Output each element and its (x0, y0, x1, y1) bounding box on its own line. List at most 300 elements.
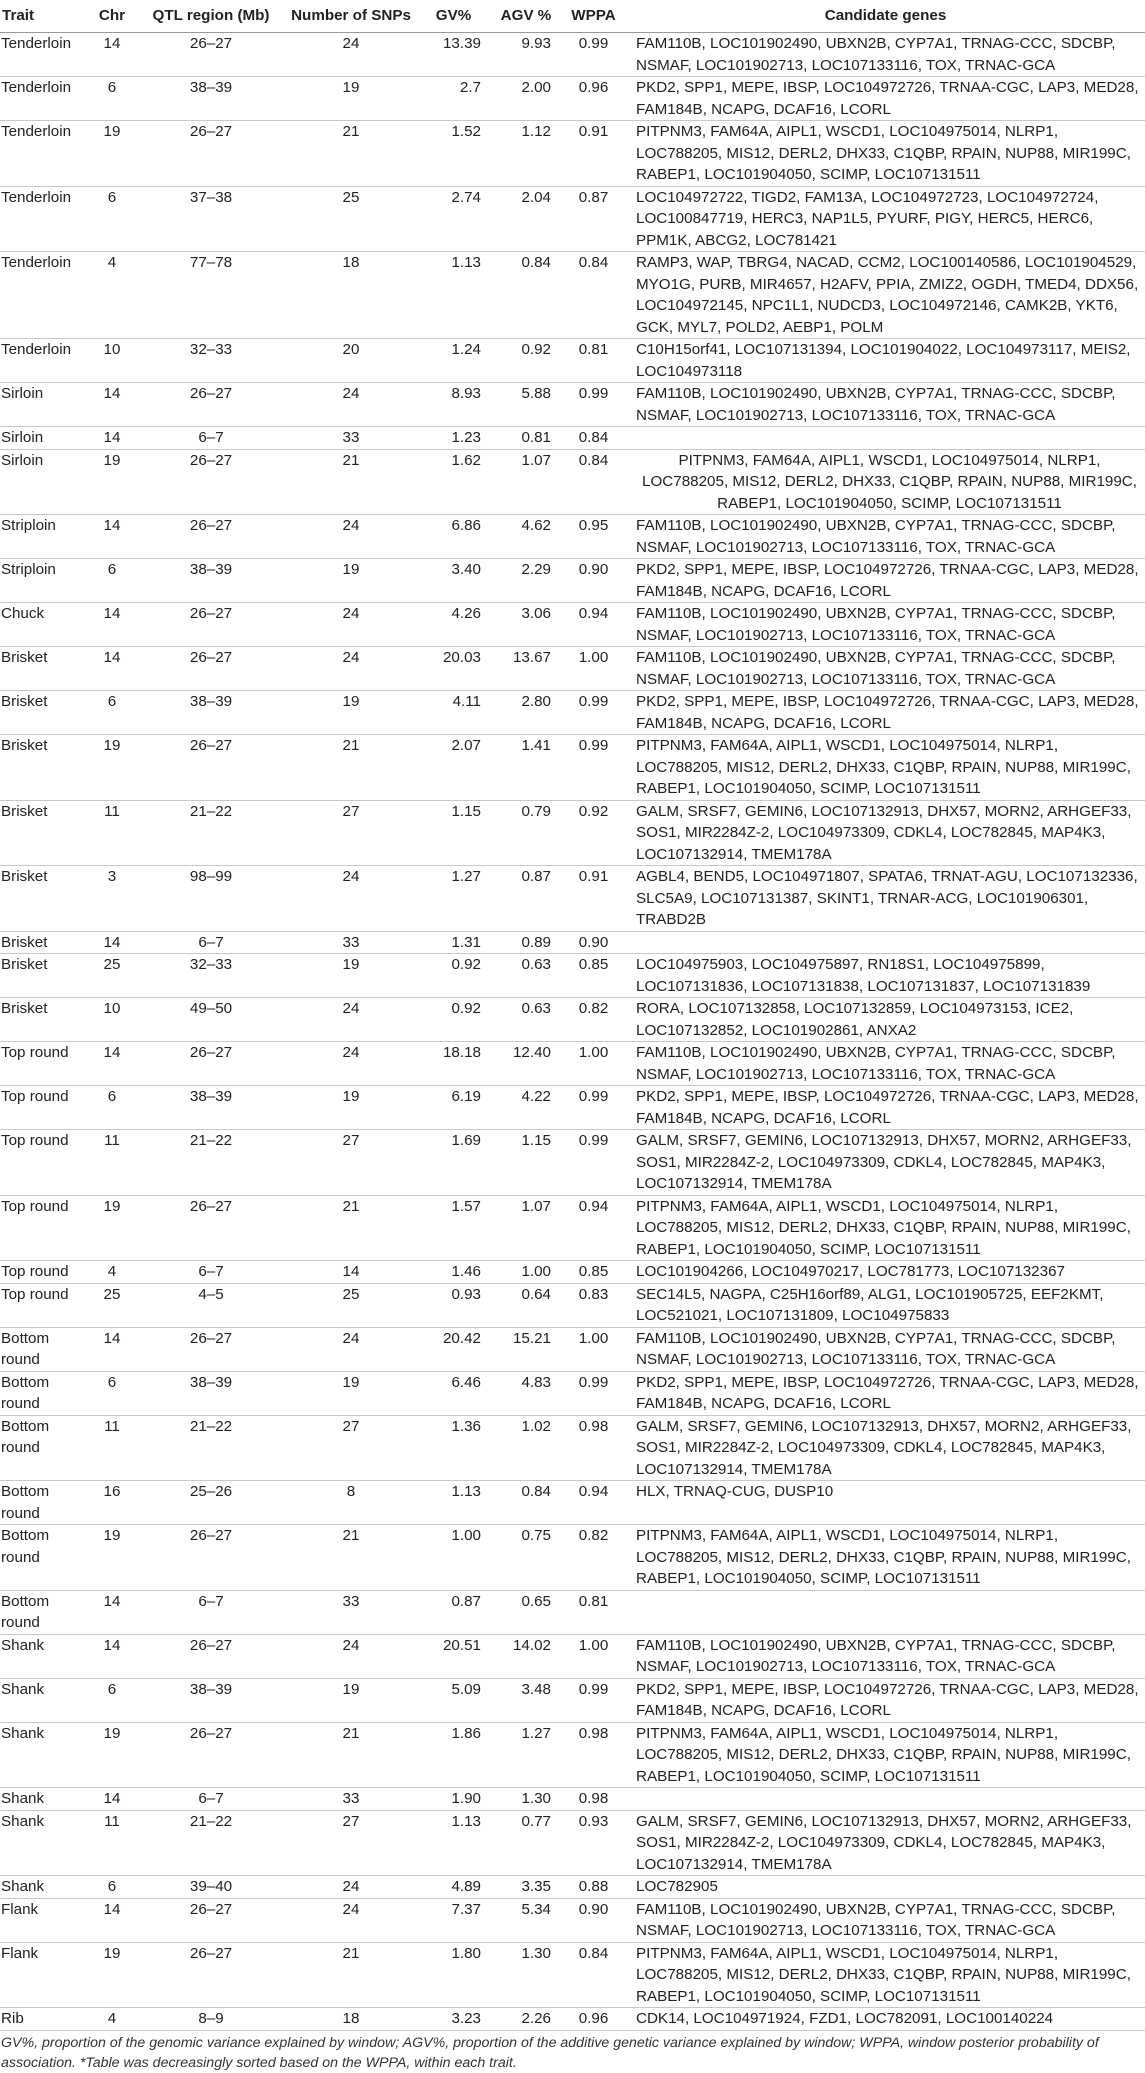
cell-wppa: 0.99 (561, 33, 626, 77)
cell-gv: 1.62 (416, 449, 491, 515)
cell-gv: 4.26 (416, 603, 491, 647)
table-row (0, 252, 1145, 339)
cell-chr: 14 (88, 33, 136, 77)
cell-number-of-snps: 24 (286, 1898, 416, 1942)
cell-wppa: 0.99 (561, 1086, 626, 1130)
table-row (0, 186, 1145, 252)
cell-chr: 11 (88, 1130, 136, 1196)
cell-trait: Top round (0, 1195, 88, 1261)
table-row (0, 427, 1145, 450)
cell-qtl-region: 38–39 (136, 1086, 286, 1130)
cell-number-of-snps: 33 (286, 931, 416, 954)
cell-candidate-genes: PKD2, SPP1, MEPE, IBSP, LOC104972726, TRNAA-CGC, LAP3, MED28, FAM184B, NCAPG, DCAF16, LCORL (626, 691, 1145, 735)
cell-qtl-region: 49–50 (136, 998, 286, 1042)
cell-trait: Bottom round (0, 1415, 88, 1481)
cell-number-of-snps: 19 (286, 954, 416, 998)
cell-wppa: 0.99 (561, 735, 626, 801)
cell-candidate-genes: FAM110B, LOC101902490, UBXN2B, CYP7A1, TRNAG-CCC, SDCBP, NSMAF, LOC101902713, LOC107133116, TOX, TRNAC-GCA (626, 603, 1145, 647)
cell-agv: 5.34 (491, 1898, 561, 1942)
cell-qtl-region: 26–27 (136, 1898, 286, 1942)
cell-wppa: 0.88 (561, 1876, 626, 1899)
cell-candidate-genes: PITPNM3, FAM64A, AIPL1, WSCD1, LOC104975014, NLRP1, LOC788205, MIS12, DERL2, DHX33, C1QBP, RPAIN, NUP88, MIR199C, RABEP1, LOC101904050, SCIMP, LOC107131511 (626, 1722, 1145, 1788)
cell-agv: 4.62 (491, 515, 561, 559)
cell-gv: 3.40 (416, 559, 491, 603)
cell-wppa: 0.98 (561, 1788, 626, 1811)
cell-chr: 11 (88, 1415, 136, 1481)
table-row (0, 1590, 1145, 1634)
cell-gv: 1.80 (416, 1942, 491, 2008)
cell-chr: 3 (88, 866, 136, 932)
cell-agv: 0.63 (491, 954, 561, 998)
table-row (0, 866, 1145, 932)
cell-trait: Sirloin (0, 449, 88, 515)
cell-trait: Brisket (0, 866, 88, 932)
cell-chr: 19 (88, 735, 136, 801)
cell-gv: 1.36 (416, 1415, 491, 1481)
cell-gv: 1.13 (416, 1810, 491, 1876)
cell-number-of-snps: 24 (286, 515, 416, 559)
table-row (0, 2008, 1145, 2031)
cell-chr: 6 (88, 186, 136, 252)
table-row (0, 1195, 1145, 1261)
cell-number-of-snps: 24 (286, 998, 416, 1042)
header-wppa: WPPA (561, 0, 626, 33)
cell-agv: 15.21 (491, 1327, 561, 1371)
header-number-of-snps: Number of SNPs (286, 0, 416, 33)
cell-number-of-snps: 21 (286, 449, 416, 515)
cell-wppa: 1.00 (561, 647, 626, 691)
cell-trait: Tenderloin (0, 33, 88, 77)
cell-candidate-genes: PITPNM3, FAM64A, AIPL1, WSCD1, LOC104975014, NLRP1, LOC788205, MIS12, DERL2, DHX33, C1QBP, RPAIN, NUP88, MIR199C, RABEP1, LOC101904050, SCIMP, LOC107131511 (626, 1942, 1145, 2008)
cell-candidate-genes: GALM, SRSF7, GEMIN6, LOC107132913, DHX57, MORN2, ARHGEF33, SOS1, MIR2284Z-2, LOC104973309, CDKL4, LOC782845, MAP4K3, LOC107132914, TMEM178A (626, 1415, 1145, 1481)
cell-agv: 1.07 (491, 449, 561, 515)
table-row (0, 1042, 1145, 1086)
cell-chr: 14 (88, 603, 136, 647)
cell-gv: 0.87 (416, 1590, 491, 1634)
cell-gv: 6.86 (416, 515, 491, 559)
cell-gv: 20.03 (416, 647, 491, 691)
cell-chr: 19 (88, 1525, 136, 1591)
table-row (0, 1415, 1145, 1481)
cell-qtl-region: 21–22 (136, 1130, 286, 1196)
cell-chr: 19 (88, 121, 136, 187)
header-agv: AGV % (491, 0, 561, 33)
cell-wppa: 0.91 (561, 866, 626, 932)
cell-gv: 6.46 (416, 1371, 491, 1415)
cell-trait: Brisket (0, 691, 88, 735)
cell-gv: 13.39 (416, 33, 491, 77)
cell-candidate-genes (626, 1590, 1145, 1634)
table-row (0, 1525, 1145, 1591)
cell-chr: 14 (88, 1327, 136, 1371)
cell-candidate-genes: C10H15orf41, LOC107131394, LOC101904022, LOC104973117, MEIS2, LOC104973118 (626, 339, 1145, 383)
cell-agv: 13.67 (491, 647, 561, 691)
cell-wppa: 0.99 (561, 1130, 626, 1196)
cell-trait: Rib (0, 2008, 88, 2031)
cell-wppa: 0.84 (561, 427, 626, 450)
cell-chr: 6 (88, 691, 136, 735)
table-row (0, 603, 1145, 647)
cell-wppa: 0.85 (561, 1261, 626, 1284)
cell-gv: 1.13 (416, 252, 491, 339)
cell-chr: 10 (88, 998, 136, 1042)
cell-trait: Striploin (0, 559, 88, 603)
table-row (0, 647, 1145, 691)
cell-gv: 2.7 (416, 77, 491, 121)
cell-agv: 2.80 (491, 691, 561, 735)
cell-gv: 0.92 (416, 998, 491, 1042)
cell-gv: 20.51 (416, 1634, 491, 1678)
cell-number-of-snps: 27 (286, 800, 416, 866)
cell-agv: 0.75 (491, 1525, 561, 1591)
cell-agv: 0.87 (491, 866, 561, 932)
cell-agv: 2.29 (491, 559, 561, 603)
cell-qtl-region: 26–27 (136, 735, 286, 801)
cell-number-of-snps: 25 (286, 186, 416, 252)
cell-number-of-snps: 21 (286, 121, 416, 187)
cell-trait: Top round (0, 1261, 88, 1284)
cell-wppa: 0.94 (561, 1195, 626, 1261)
cell-number-of-snps: 24 (286, 603, 416, 647)
cell-candidate-genes: FAM110B, LOC101902490, UBXN2B, CYP7A1, TRNAG-CCC, SDCBP, NSMAF, LOC101902713, LOC107133116, TOX, TRNAC-GCA (626, 1898, 1145, 1942)
cell-wppa: 0.99 (561, 1678, 626, 1722)
cell-number-of-snps: 33 (286, 1788, 416, 1811)
cell-wppa: 0.83 (561, 1283, 626, 1327)
cell-qtl-region: 6–7 (136, 427, 286, 450)
cell-trait: Sirloin (0, 427, 88, 450)
table-row (0, 77, 1145, 121)
cell-wppa: 0.95 (561, 515, 626, 559)
cell-number-of-snps: 33 (286, 427, 416, 450)
cell-gv: 1.31 (416, 931, 491, 954)
table-row (0, 1086, 1145, 1130)
cell-gv: 1.24 (416, 339, 491, 383)
cell-wppa: 0.92 (561, 800, 626, 866)
cell-trait: Brisket (0, 800, 88, 866)
cell-trait: Shank (0, 1876, 88, 1899)
cell-trait: Top round (0, 1130, 88, 1196)
cell-number-of-snps: 27 (286, 1810, 416, 1876)
cell-trait: Bottom round (0, 1327, 88, 1371)
cell-trait: Bottom round (0, 1371, 88, 1415)
table-row (0, 998, 1145, 1042)
table-row (0, 1130, 1145, 1196)
cell-trait: Shank (0, 1634, 88, 1678)
table-row (0, 1261, 1145, 1284)
cell-qtl-region: 26–27 (136, 1327, 286, 1371)
cell-candidate-genes: SEC14L5, NAGPA, C25H16orf89, ALG1, LOC101905725, EEF2KMT, LOC521021, LOC107131809, LOC104975833 (626, 1283, 1145, 1327)
cell-wppa: 0.99 (561, 383, 626, 427)
cell-agv: 1.12 (491, 121, 561, 187)
cell-candidate-genes (626, 931, 1145, 954)
cell-wppa: 0.81 (561, 339, 626, 383)
cell-trait: Flank (0, 1942, 88, 2008)
cell-chr: 14 (88, 1788, 136, 1811)
cell-agv: 3.35 (491, 1876, 561, 1899)
cell-candidate-genes: PKD2, SPP1, MEPE, IBSP, LOC104972726, TRNAA-CGC, LAP3, MED28, FAM184B, NCAPG, DCAF16, LCORL (626, 1086, 1145, 1130)
cell-agv: 0.77 (491, 1810, 561, 1876)
cell-gv: 5.09 (416, 1678, 491, 1722)
cell-wppa: 0.96 (561, 2008, 626, 2031)
table-row (0, 559, 1145, 603)
cell-wppa: 0.98 (561, 1722, 626, 1788)
cell-number-of-snps: 19 (286, 559, 416, 603)
cell-trait: Shank (0, 1678, 88, 1722)
table-row (0, 1722, 1145, 1788)
cell-trait: Tenderloin (0, 121, 88, 187)
cell-chr: 19 (88, 1195, 136, 1261)
header-gv: GV% (416, 0, 491, 33)
cell-qtl-region: 77–78 (136, 252, 286, 339)
cell-qtl-region: 21–22 (136, 800, 286, 866)
cell-gv: 1.90 (416, 1788, 491, 1811)
cell-wppa: 0.90 (561, 559, 626, 603)
cell-qtl-region: 26–27 (136, 1942, 286, 2008)
cell-wppa: 0.98 (561, 1415, 626, 1481)
cell-agv: 0.64 (491, 1283, 561, 1327)
cell-chr: 14 (88, 515, 136, 559)
cell-gv: 1.52 (416, 121, 491, 187)
table-row (0, 383, 1145, 427)
cell-candidate-genes: PKD2, SPP1, MEPE, IBSP, LOC104972726, TRNAA-CGC, LAP3, MED28, FAM184B, NCAPG, DCAF16, LCORL (626, 1678, 1145, 1722)
cell-chr: 19 (88, 1722, 136, 1788)
cell-agv: 1.41 (491, 735, 561, 801)
cell-number-of-snps: 33 (286, 1590, 416, 1634)
cell-gv: 1.86 (416, 1722, 491, 1788)
cell-chr: 6 (88, 559, 136, 603)
cell-candidate-genes: GALM, SRSF7, GEMIN6, LOC107132913, DHX57, MORN2, ARHGEF33, SOS1, MIR2284Z-2, LOC104973309, CDKL4, LOC782845, MAP4K3, LOC107132914, TMEM178A (626, 800, 1145, 866)
cell-gv: 1.23 (416, 427, 491, 450)
cell-agv: 1.15 (491, 1130, 561, 1196)
cell-chr: 14 (88, 647, 136, 691)
cell-qtl-region: 6–7 (136, 1590, 286, 1634)
cell-trait: Chuck (0, 603, 88, 647)
header-trait: Trait (0, 0, 88, 33)
cell-qtl-region: 38–39 (136, 1678, 286, 1722)
cell-agv: 0.84 (491, 1481, 561, 1525)
cell-chr: 4 (88, 2008, 136, 2031)
cell-chr: 25 (88, 1283, 136, 1327)
cell-qtl-region: 26–27 (136, 647, 286, 691)
cell-trait: Brisket (0, 647, 88, 691)
cell-gv: 2.74 (416, 186, 491, 252)
cell-candidate-genes: FAM110B, LOC101902490, UBXN2B, CYP7A1, TRNAG-CCC, SDCBP, NSMAF, LOC101902713, LOC107133116, TOX, TRNAC-GCA (626, 647, 1145, 691)
cell-chr: 14 (88, 1634, 136, 1678)
cell-trait: Sirloin (0, 383, 88, 427)
cell-gv: 8.93 (416, 383, 491, 427)
cell-trait: Top round (0, 1283, 88, 1327)
cell-number-of-snps: 24 (286, 1042, 416, 1086)
table-row (0, 931, 1145, 954)
cell-trait: Striploin (0, 515, 88, 559)
cell-number-of-snps: 21 (286, 1525, 416, 1591)
cell-number-of-snps: 24 (286, 33, 416, 77)
cell-chr: 14 (88, 1898, 136, 1942)
cell-wppa: 0.84 (561, 449, 626, 515)
cell-number-of-snps: 24 (286, 1634, 416, 1678)
cell-gv: 0.92 (416, 954, 491, 998)
table-row (0, 1371, 1145, 1415)
cell-trait: Tenderloin (0, 339, 88, 383)
cell-number-of-snps: 21 (286, 1722, 416, 1788)
cell-candidate-genes: RORA, LOC107132858, LOC107132859, LOC104973153, ICE2, LOC107132852, LOC101902861, ANXA2 (626, 998, 1145, 1042)
cell-candidate-genes: FAM110B, LOC101902490, UBXN2B, CYP7A1, TRNAG-CCC, SDCBP, NSMAF, LOC101902713, LOC107133116, TOX, TRNAC-GCA (626, 383, 1145, 427)
cell-agv: 0.84 (491, 252, 561, 339)
cell-qtl-region: 39–40 (136, 1876, 286, 1899)
table-row (0, 339, 1145, 383)
cell-number-of-snps: 27 (286, 1415, 416, 1481)
cell-candidate-genes (626, 1788, 1145, 1811)
cell-agv: 12.40 (491, 1042, 561, 1086)
table-row (0, 1327, 1145, 1371)
cell-qtl-region: 38–39 (136, 559, 286, 603)
cell-agv: 1.30 (491, 1942, 561, 2008)
cell-agv: 0.65 (491, 1590, 561, 1634)
cell-agv: 0.79 (491, 800, 561, 866)
cell-wppa: 0.99 (561, 691, 626, 735)
table-row (0, 1283, 1145, 1327)
cell-qtl-region: 26–27 (136, 383, 286, 427)
cell-qtl-region: 32–33 (136, 954, 286, 998)
cell-number-of-snps: 19 (286, 1678, 416, 1722)
cell-wppa: 0.87 (561, 186, 626, 252)
cell-chr: 6 (88, 1876, 136, 1899)
cell-agv: 2.00 (491, 77, 561, 121)
cell-qtl-region: 25–26 (136, 1481, 286, 1525)
cell-candidate-genes: HLX, TRNAQ-CUG, DUSP10 (626, 1481, 1145, 1525)
cell-qtl-region: 6–7 (136, 1261, 286, 1284)
cell-candidate-genes: PITPNM3, FAM64A, AIPL1, WSCD1, LOC104975014, NLRP1, LOC788205, MIS12, DERL2, DHX33, C1QBP, RPAIN, NUP88, MIR199C, RABEP1, LOC101904050, SCIMP, LOC107131511 (626, 449, 1145, 515)
cell-candidate-genes: PITPNM3, FAM64A, AIPL1, WSCD1, LOC104975014, NLRP1, LOC788205, MIS12, DERL2, DHX33, C1QBP, RPAIN, NUP88, MIR199C, RABEP1, LOC101904050, SCIMP, LOC107131511 (626, 121, 1145, 187)
cell-number-of-snps: 19 (286, 77, 416, 121)
cell-agv: 14.02 (491, 1634, 561, 1678)
cell-agv: 0.63 (491, 998, 561, 1042)
cell-chr: 14 (88, 1042, 136, 1086)
table-row (0, 1898, 1145, 1942)
cell-agv: 1.02 (491, 1415, 561, 1481)
cell-number-of-snps: 21 (286, 735, 416, 801)
cell-wppa: 1.00 (561, 1634, 626, 1678)
cell-candidate-genes: FAM110B, LOC101902490, UBXN2B, CYP7A1, TRNAG-CCC, SDCBP, NSMAF, LOC101902713, LOC107133116, TOX, TRNAC-GCA (626, 1042, 1145, 1086)
cell-candidate-genes: FAM110B, LOC101902490, UBXN2B, CYP7A1, TRNAG-CCC, SDCBP, NSMAF, LOC101902713, LOC107133116, TOX, TRNAC-GCA (626, 515, 1145, 559)
cell-qtl-region: 38–39 (136, 691, 286, 735)
cell-qtl-region: 26–27 (136, 1722, 286, 1788)
cell-trait: Brisket (0, 735, 88, 801)
cell-qtl-region: 26–27 (136, 603, 286, 647)
cell-chr: 4 (88, 252, 136, 339)
cell-number-of-snps: 14 (286, 1261, 416, 1284)
cell-agv: 0.89 (491, 931, 561, 954)
cell-wppa: 0.93 (561, 1810, 626, 1876)
cell-candidate-genes: CDK14, LOC104971924, FZD1, LOC782091, LOC100140224 (626, 2008, 1145, 2031)
cell-qtl-region: 32–33 (136, 339, 286, 383)
cell-candidate-genes (626, 427, 1145, 450)
table-row (0, 1634, 1145, 1678)
cell-qtl-region: 26–27 (136, 1634, 286, 1678)
cell-number-of-snps: 19 (286, 1086, 416, 1130)
cell-trait: Shank (0, 1810, 88, 1876)
cell-trait: Bottom round (0, 1481, 88, 1525)
cell-gv: 4.11 (416, 691, 491, 735)
cell-agv: 3.06 (491, 603, 561, 647)
cell-wppa: 0.90 (561, 1898, 626, 1942)
cell-wppa: 0.81 (561, 1590, 626, 1634)
cell-wppa: 1.00 (561, 1042, 626, 1086)
cell-number-of-snps: 25 (286, 1283, 416, 1327)
cell-chr: 4 (88, 1261, 136, 1284)
cell-chr: 25 (88, 954, 136, 998)
cell-candidate-genes: FAM110B, LOC101902490, UBXN2B, CYP7A1, TRNAG-CCC, SDCBP, NSMAF, LOC101902713, LOC107133116, TOX, TRNAC-GCA (626, 1634, 1145, 1678)
cell-gv: 1.00 (416, 1525, 491, 1591)
cell-gv: 1.13 (416, 1481, 491, 1525)
cell-candidate-genes: LOC104975903, LOC104975897, RN18S1, LOC104975899, LOC107131836, LOC107131838, LOC107131837, LOC107131839 (626, 954, 1145, 998)
cell-qtl-region: 26–27 (136, 33, 286, 77)
cell-chr: 11 (88, 800, 136, 866)
cell-chr: 19 (88, 1942, 136, 2008)
cell-candidate-genes: PITPNM3, FAM64A, AIPL1, WSCD1, LOC104975014, NLRP1, LOC788205, MIS12, DERL2, DHX33, C1QBP, RPAIN, NUP88, MIR199C, RABEP1, LOC101904050, SCIMP, LOC107131511 (626, 735, 1145, 801)
cell-gv: 1.69 (416, 1130, 491, 1196)
cell-chr: 14 (88, 1590, 136, 1634)
cell-chr: 10 (88, 339, 136, 383)
table-row (0, 1678, 1145, 1722)
cell-wppa: 0.82 (561, 1525, 626, 1591)
cell-gv: 1.57 (416, 1195, 491, 1261)
cell-wppa: 0.94 (561, 603, 626, 647)
cell-number-of-snps: 27 (286, 1130, 416, 1196)
cell-candidate-genes: FAM110B, LOC101902490, UBXN2B, CYP7A1, TRNAG-CCC, SDCBP, NSMAF, LOC101902713, LOC107133116, TOX, TRNAC-GCA (626, 33, 1145, 77)
cell-number-of-snps: 24 (286, 866, 416, 932)
cell-agv: 1.30 (491, 1788, 561, 1811)
table-footnote: GV%, proportion of the genomic variance explained by window; AGV%, proportion of the additive genetic variance explained by window; WPPA, window posterior probability of association. *Table was decreasingly sorted based on the WPPA, within each trait. (1, 2034, 1099, 2071)
cell-gv: 6.19 (416, 1086, 491, 1130)
cell-number-of-snps: 18 (286, 252, 416, 339)
cell-qtl-region: 26–27 (136, 121, 286, 187)
table-row (0, 1788, 1145, 1811)
cell-chr: 14 (88, 427, 136, 450)
cell-number-of-snps: 24 (286, 1327, 416, 1371)
cell-trait: Shank (0, 1722, 88, 1788)
cell-trait: Brisket (0, 931, 88, 954)
cell-candidate-genes: AGBL4, BEND5, LOC104971807, SPATA6, TRNAT-AGU, LOC107132336, SLC5A9, LOC107131387, SKINT1, TRNAR-ACG, LOC101906301, TRABD2B (626, 866, 1145, 932)
header-row (0, 0, 1145, 33)
cell-number-of-snps: 24 (286, 1876, 416, 1899)
cell-number-of-snps: 20 (286, 339, 416, 383)
cell-chr: 6 (88, 1678, 136, 1722)
cell-candidate-genes: PKD2, SPP1, MEPE, IBSP, LOC104972726, TRNAA-CGC, LAP3, MED28, FAM184B, NCAPG, DCAF16, LCORL (626, 1371, 1145, 1415)
cell-qtl-region: 21–22 (136, 1810, 286, 1876)
cell-chr: 6 (88, 1086, 136, 1130)
table-row (0, 1481, 1145, 1525)
cell-candidate-genes: LOC104972722, TIGD2, FAM13A, LOC104972723, LOC104972724, LOC100847719, HERC3, NAP1L5, PYURF, PIGY, HERC5, HERC6, PPM1K, ABCG2, LOC781421 (626, 186, 1145, 252)
cell-wppa: 0.84 (561, 252, 626, 339)
cell-agv: 3.48 (491, 1678, 561, 1722)
cell-wppa: 0.85 (561, 954, 626, 998)
cell-gv: 1.27 (416, 866, 491, 932)
cell-chr: 14 (88, 383, 136, 427)
cell-number-of-snps: 18 (286, 2008, 416, 2031)
cell-number-of-snps: 8 (286, 1481, 416, 1525)
cell-gv: 20.42 (416, 1327, 491, 1371)
cell-chr: 6 (88, 77, 136, 121)
cell-qtl-region: 8–9 (136, 2008, 286, 2031)
cell-qtl-region: 26–27 (136, 1525, 286, 1591)
cell-trait: Brisket (0, 998, 88, 1042)
cell-agv: 5.88 (491, 383, 561, 427)
table-row (0, 1810, 1145, 1876)
cell-agv: 2.04 (491, 186, 561, 252)
cell-number-of-snps: 19 (286, 691, 416, 735)
cell-wppa: 1.00 (561, 1327, 626, 1371)
